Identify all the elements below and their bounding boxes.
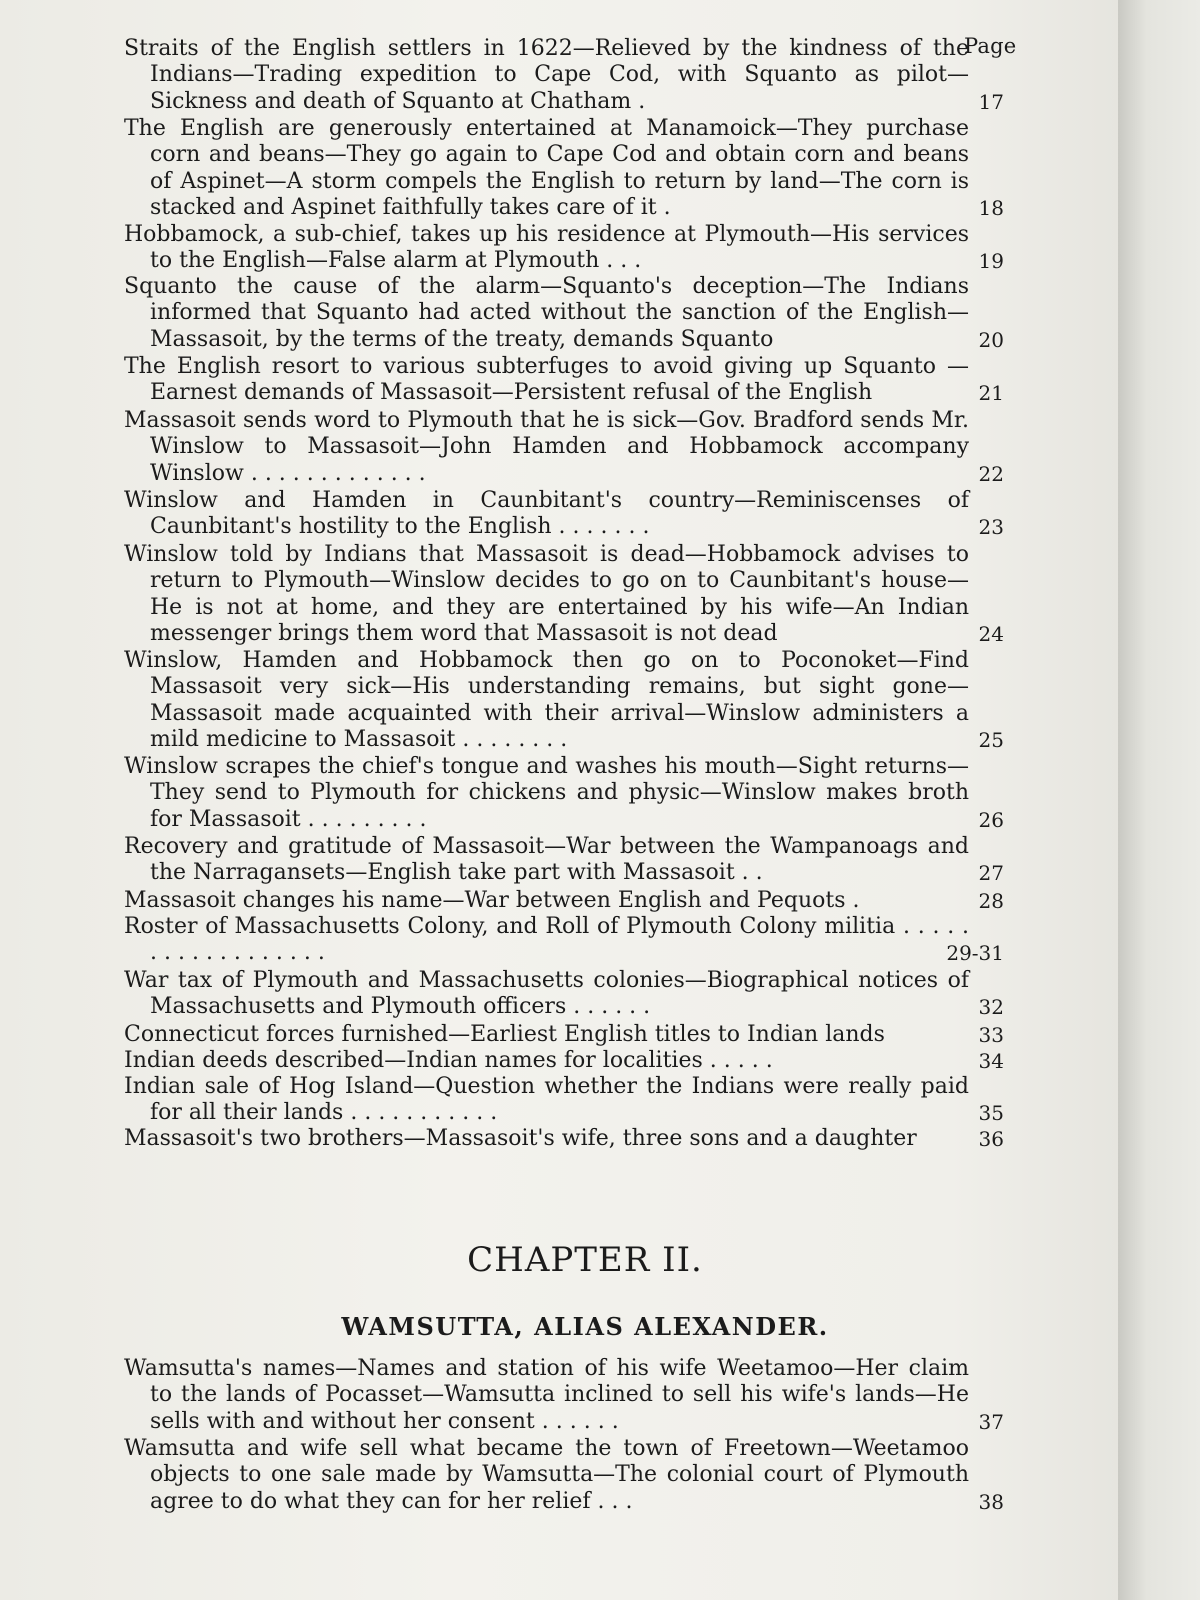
toc-entry-text: Massasoit changes his name—War between English and Pequots . (124, 888, 860, 913)
toc-entry-page: 27 (978, 861, 1004, 886)
toc-entry (124, 354, 1004, 407)
toc-entry-page: 21 (978, 381, 1004, 406)
toc-entry-text: Roster of Massachusetts Colony, and Roll of Plymouth Colony militia . . . . . . . . . . . . . . . . . . (124, 914, 969, 966)
toc-entry-text: Massasoit's two brothers—Massasoit's wife, three sons and a daughter (124, 1126, 917, 1151)
toc-entry (124, 1126, 1004, 1152)
toc-entry (124, 888, 1004, 914)
toc-entry (124, 834, 1004, 887)
toc-entry-text: Squanto the cause of the alarm—Squanto's deception—The Indians informed that Squanto had acted without the sanction of the English—Massasoit, by the terms of the treaty, demands Squanto (124, 274, 969, 352)
toc-entry-text: Hobbamock, a sub-chief, takes up his residence at Plymouth—His services to the English—False alarm at Plymouth . . . (124, 222, 969, 274)
toc-entry-page: 22 (978, 461, 1004, 486)
toc-entry-text: Winslow told by Indians that Massasoit is dead—Hobbamock advises to return to Plymouth—Winslow decides to go on to Caunbitant's house—He is not at home, and they are entertained by his wife—An Indian messenger brings them word that Massasoit is not dead (124, 542, 969, 647)
toc-entry (124, 1436, 1004, 1515)
toc-entry (124, 968, 1004, 1021)
toc-entry (124, 274, 1004, 353)
toc-entry-text: Winslow and Hamden in Caunbitant's country—Reminiscenses of Caunbitant's hostility to the English . . . . . . . (124, 488, 969, 540)
toc-entry-page: 37 (978, 1409, 1004, 1434)
toc-entry-page: 25 (978, 728, 1004, 753)
toc-entry (124, 648, 1004, 754)
toc-entry (124, 1022, 1004, 1048)
toc-entry (124, 1048, 1004, 1074)
toc-entry-page: 33 (978, 1023, 1004, 1047)
page-column-label: Page (964, 34, 1017, 58)
toc-entry-text: Wamsutta and wife sell what became the town of Freetown—Weetamoo objects to one sale made by Wamsutta—The colonial court of Plymouth agree to do what they can for her relief . . . (124, 1436, 969, 1514)
toc-entry-page: 29-31 (946, 941, 1004, 966)
toc-entry-page: 18 (978, 196, 1004, 221)
toc-entry-page: 20 (978, 327, 1004, 352)
toc-entry-text: Massasoit sends word to Plymouth that he is sick—Gov. Bradford sends Mr. Winslow to Massasoit—John Hamden and Hobbamock accompany Winslow . . . . . . . . . . . . . (124, 408, 969, 486)
toc-entry-text: The English resort to various subterfuges to avoid giving up Squanto —Earnest demands of Massasoit—Persistent refusal of the English (124, 354, 969, 406)
toc-entry (124, 488, 1004, 541)
toc-entry-page: 36 (978, 1127, 1004, 1151)
toc-entry (124, 1356, 1004, 1435)
chapter-heading: CHAPTER II. (467, 1240, 703, 1280)
toc-entry-text: Winslow scrapes the chief's tongue and washes his mouth—Sight returns—They send to Plymouth for chickens and physic—Winslow makes broth for Massasoit . . . . . . . . . (124, 754, 969, 832)
toc-entry-page: 34 (978, 1049, 1004, 1073)
toc-entry-text: Wamsutta's names—Names and station of his wife Weetamoo—Her claim to the lands of Pocasset—Wamsutta inclined to sell his wife's lands—He sells with and without her consent . . . . . . (124, 1356, 969, 1434)
chapter-subtitle: WAMSUTTA, ALIAS ALEXANDER. (341, 1312, 829, 1341)
toc-entry-page: 28 (978, 889, 1004, 913)
toc-entry-text: War tax of Plymouth and Massachusetts colonies—Biographical notices of Massachusetts and Plymouth officers . . . . . . (124, 968, 969, 1020)
toc-entry-page: 38 (978, 1489, 1004, 1514)
toc-entry (124, 1074, 1004, 1127)
toc-entry-page: 17 (978, 89, 1004, 114)
page-edge-shadow (1118, 0, 1200, 1600)
toc-entry-text: Indian deeds described—Indian names for localities . . . . . (124, 1048, 773, 1073)
toc-entry (124, 754, 1004, 833)
toc-entry (124, 222, 1004, 275)
toc-entry-text: Straits of the English settlers in 1622—Relieved by the kindness of the Indians—Trading expedition to Cape Cod, with Squanto as pilot—Sickness and death of Squanto at Chatham . (124, 36, 969, 114)
toc-entry (124, 914, 1004, 967)
toc-entry-page: 26 (978, 807, 1004, 832)
toc-entry-text: Recovery and gratitude of Massasoit—War between the Wampanoags and the Narragansets—English take part with Massasoit . . (124, 834, 969, 886)
toc-entry (124, 116, 1004, 222)
toc-entry (124, 542, 1004, 648)
toc-entry-page: 24 (978, 622, 1004, 647)
toc-entry (124, 408, 1004, 487)
toc-entry-page: 23 (978, 515, 1004, 540)
toc-entry-text: The English are generously entertained at Manamoick—They purchase corn and beans—They go again to Cape Cod and obtain corn and beans of Aspinet—A storm compels the English to return by land—The corn is stacked and Aspinet faithfully takes care of it . (124, 116, 969, 221)
toc-entry-text: Winslow, Hamden and Hobbamock then go on to Poconoket—Find Massasoit very sick—His understanding remains, but sight gone—Massasoit made acquainted with their arrival—Winslow administers a mild medicine to Massasoit . . . . . . . . (124, 648, 969, 753)
toc-entry-text: Connecticut forces furnished—Earliest English titles to Indian lands (124, 1022, 885, 1047)
toc-entry-text: Indian sale of Hog Island—Question whether the Indians were really paid for all their lands . . . . . . . . . . . (124, 1074, 969, 1126)
toc-entry-page: 35 (978, 1101, 1004, 1126)
toc-entry-page: 32 (978, 995, 1004, 1020)
toc-entry-page: 19 (978, 249, 1004, 274)
